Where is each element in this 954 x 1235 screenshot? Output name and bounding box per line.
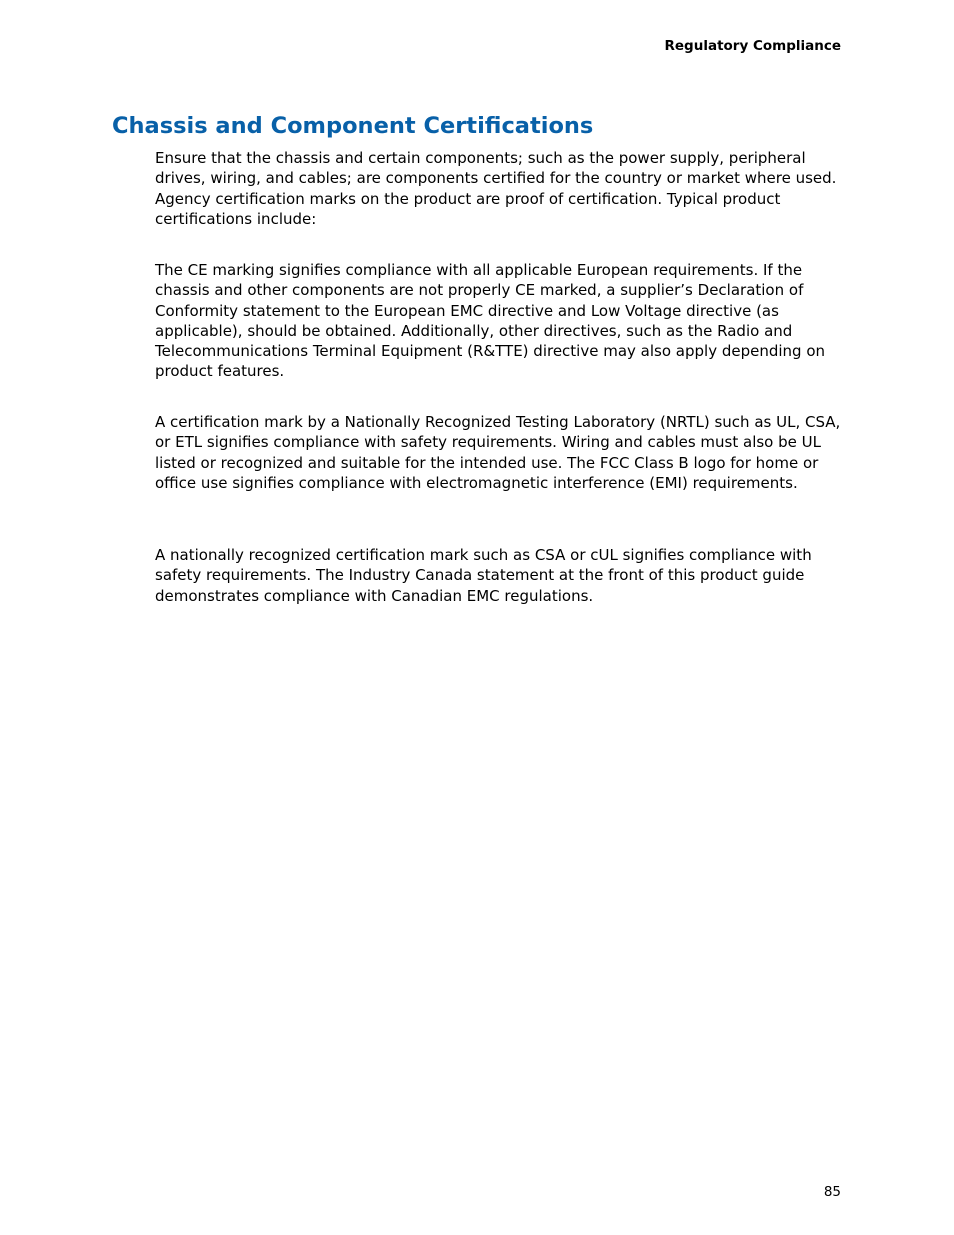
- running-header: Regulatory Compliance: [664, 38, 841, 54]
- section-title: Chassis and Component Certifications: [112, 113, 594, 139]
- paragraph-nrtl-certification: A certification mark by a Nationally Recognized Testing Laboratory (NRTL) such as UL, CSA, or ETL signifies compliance with safety requirements. Wiring and cables must also be UL listed or recognized and suitable for the intended use. The FCC Class B logo for home or office use signifies compliance with electromagnetic interference (EMI) requirements.: [155, 413, 841, 492]
- paragraph-ce-marking: The CE marking signifies compliance with all applicable European requirements. If the chassis and other components are not properly CE marked, a supplier’s Declaration of Conformity statement to the European EMC directive and Low Voltage directive (as applicable), should be obtained. Additionally, other directives, such as the Radio and Telecommunications Terminal Equipment (R&TTE) directive may also apply depending on product features.: [155, 261, 826, 381]
- paragraph-intro: Ensure that the chassis and certain components; such as the power supply, peripheral drives, wiring, and cables; are components certified for the country or market where used. Agency certification marks on the product are proof of certification. Typical product certifications include:: [155, 149, 837, 228]
- page-number: 85: [823, 1184, 841, 1200]
- paragraph-canada-certification: A nationally recognized certification mark such as CSA or cUL signifies compliance with safety requirements. The Industry Canada statement at the front of this product guide demonstrates compliance with Canadian EMC regulations.: [155, 546, 812, 605]
